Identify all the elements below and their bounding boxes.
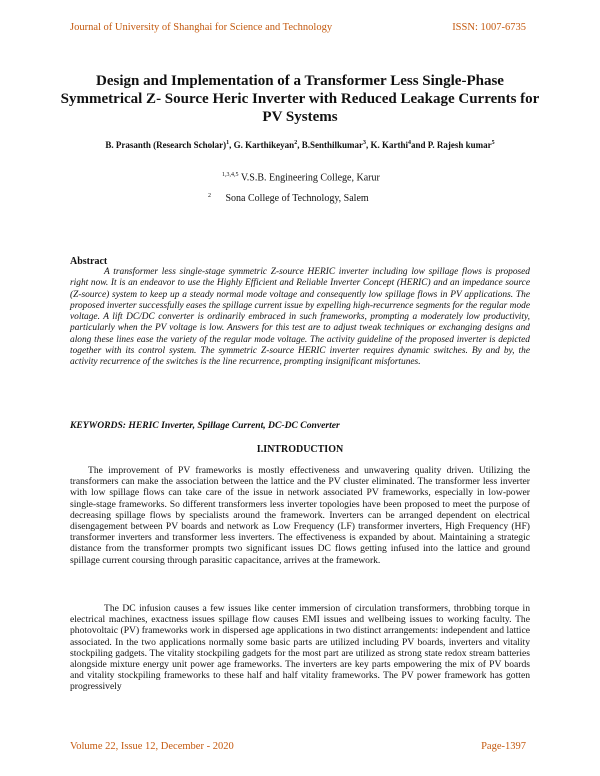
author-list: [30, 140, 570, 150]
body-paragraph: The improvement of PV frameworks is mostly effectiveness and unwavering quality driven. Utilizing the transformers can make the association between the lattice and the PV cluster eliminated. The transformer less inverter with low spillage flows can take care of the issue in network associated PV frameworks, especially in low-power single-stage frameworks. So different transformers less inverter topologies have been proposed to meet the purpose of decreasing spillage flows by specialists around the framework. Inverters can be arranged dependent on electrical disengagement between PV boards and network as Low Frequency (LF) transformer inverters, High Frequency (HF) transformer inverters and transformer less inverters. The effectiveness is expanded by about. Maintaining a strategic distance from the transformer prompts two significant issues DC flows getting infused into the lattice and ground spillage current coursing through parasitic capacitance, arrives at the framework.: [70, 465, 530, 566]
author-sup: 3: [362, 140, 366, 146]
affiliation-sup: 2: [208, 193, 211, 199]
author-sup: 1: [226, 140, 230, 146]
keywords: KEYWORDS: HERIC Inverter, Spillage Current, DC-DC Converter: [70, 420, 340, 431]
issn: ISSN: 1007-6735: [452, 22, 526, 33]
abstract-heading: Abstract: [70, 256, 108, 267]
abstract-text: A transformer less single-stage symmetric Z-source HERIC inverter including low spillage flows is proposed right now. It is an endeavor to use the Highly Efficient and Reliable Inverter Concept (HERIC) and an impedance source (Z-source) system to keep up a steady normal mode voltage and consequently low spillage flows in PV applications. The proposed inverter successfully eases the spillage current issue by expelling high-recurrence segments for the regular mode voltage. A lift DC/DC converter is ordinarily embraced in such frameworks, prompting a moderately low productivity, particularly when the PV voltage is low. Answers for this test are to adjust tweak techniques or exchanging designs and along these lines ease the variety of the regular mode voltage. The activity guideline of the proposed inverter is depicted together with its control system. The symmetric Z-source HERIC inverter requires dynamic switches. By and by, the activity recurrence of the switches is the line recurrence, prompting insignificant misfortunes.: [70, 267, 530, 368]
author-sup: 4: [407, 140, 411, 146]
affiliation-2: [208, 193, 369, 204]
affiliation-text: V.S.B. Engineering College, Karur: [240, 172, 380, 184]
author-name: , K. Karthi: [365, 140, 408, 150]
author-sup: 2: [294, 140, 298, 146]
author-name: B. Prasanth (Research Scholar): [105, 140, 227, 150]
affiliation-text: Sona College of Technology, Salem: [225, 193, 369, 205]
author-name: , G. Karthikeyan: [229, 140, 295, 150]
journal-name: Journal of University of Shanghai for Science and Technology: [70, 22, 333, 33]
affiliation-1: [222, 172, 380, 183]
affiliation-sup: 1,3,4,5: [222, 172, 239, 178]
paper-title: Design and Implementation of a Transformer Less Single-Phase Symmetrical Z- Source Heric Inverter with Reduced Leakage Currents for PV Systems: [60, 73, 540, 125]
author-sup: 5: [491, 140, 495, 146]
section-title: I.INTRODUCTION: [256, 444, 344, 455]
page-number: Page-1397: [481, 741, 526, 752]
author-name: and P. Rajesh kumar: [410, 140, 492, 150]
author-name: , B.Senthilkumar: [297, 140, 363, 150]
body-paragraph: The DC infusion causes a few issues like center immersion of circulation transformers, throbbing torque in electrical machines, exactness issues spillage flow causes EMI issues and wellbeing issues to working faculty. The photovoltaic (PV) frameworks work in dispersed age applications in two distinct arrangements: independent and lattice associated. In the two applications normally some basic parts are utilized including PV boards, inverters and vitality stockpiling gadgets. The vitality stockpiling gadgets for the most part are utilized as strong state redox stream batteries alongside mixture energy unit power age frameworks. The inverters are key parts empowering the mix of PV boards and vitality stockpiling frameworks to these half and half vitality frameworks. The PV power framework has gotten progressively: [70, 603, 530, 693]
volume-info: Volume 22, Issue 12, December - 2020: [70, 741, 234, 752]
